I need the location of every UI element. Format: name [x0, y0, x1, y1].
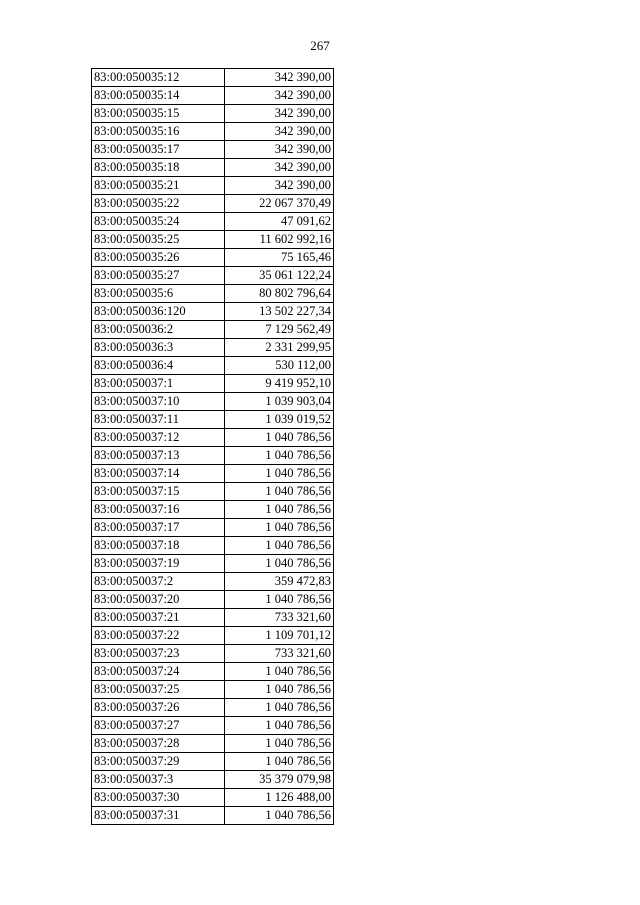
cadastral-number-cell: 83:00:050035:14: [92, 87, 225, 105]
cadastral-value-cell: 1 040 786,56: [225, 519, 334, 537]
table-row: [92, 411, 334, 429]
cadastral-value-table: [91, 68, 334, 825]
cadastral-value-cell: 11 602 992,16: [225, 231, 334, 249]
cadastral-number-cell: 83:00:050037:30: [92, 789, 225, 807]
cadastral-value-cell: 733 321,60: [225, 609, 334, 627]
cadastral-number-cell: 83:00:050035:17: [92, 141, 225, 159]
cadastral-number-cell: 83:00:050037:13: [92, 447, 225, 465]
cadastral-value-cell: 1 040 786,56: [225, 807, 334, 825]
cadastral-number-cell: 83:00:050037:12: [92, 429, 225, 447]
page-number: 267: [310, 38, 330, 53]
cadastral-number-cell: 83:00:050037:19: [92, 555, 225, 573]
cadastral-number-cell: 83:00:050037:27: [92, 717, 225, 735]
table-row: [92, 159, 334, 177]
table-row: [92, 195, 334, 213]
cadastral-value-cell: 1 040 786,56: [225, 681, 334, 699]
cadastral-number-cell: 83:00:050035:22: [92, 195, 225, 213]
cadastral-number-cell: 83:00:050037:17: [92, 519, 225, 537]
cadastral-number-cell: 83:00:050037:22: [92, 627, 225, 645]
table-row: [92, 753, 334, 771]
table-row: [92, 231, 334, 249]
cadastral-number-cell: 83:00:050035:15: [92, 105, 225, 123]
table-row: [92, 645, 334, 663]
cadastral-value-cell: 2 331 299,95: [225, 339, 334, 357]
cadastral-value-cell: 342 390,00: [225, 159, 334, 177]
cadastral-number-cell: 83:00:050037:10: [92, 393, 225, 411]
cadastral-number-cell: 83:00:050037:14: [92, 465, 225, 483]
cadastral-value-cell: 1 040 786,56: [225, 663, 334, 681]
cadastral-value-cell: 35 379 079,98: [225, 771, 334, 789]
table-row: [92, 357, 334, 375]
cadastral-value-cell: 1 040 786,56: [225, 447, 334, 465]
table-row: [92, 609, 334, 627]
cadastral-value-cell: 342 390,00: [225, 177, 334, 195]
cadastral-value-cell: 9 419 952,10: [225, 375, 334, 393]
cadastral-value-cell: 47 091,62: [225, 213, 334, 231]
cadastral-number-cell: 83:00:050037:28: [92, 735, 225, 753]
cadastral-number-cell: 83:00:050037:20: [92, 591, 225, 609]
table-row: [92, 681, 334, 699]
table-row: [92, 591, 334, 609]
table-row: [92, 123, 334, 141]
cadastral-number-cell: 83:00:050035:18: [92, 159, 225, 177]
cadastral-number-cell: 83:00:050037:29: [92, 753, 225, 771]
table-row: [92, 717, 334, 735]
cadastral-number-cell: 83:00:050035:25: [92, 231, 225, 249]
table-row: [92, 789, 334, 807]
cadastral-value-cell: 1 126 488,00: [225, 789, 334, 807]
cadastral-value-cell: 13 502 227,34: [225, 303, 334, 321]
cadastral-value-cell: 342 390,00: [225, 87, 334, 105]
cadastral-value-cell: 1 040 786,56: [225, 717, 334, 735]
cadastral-number-cell: 83:00:050035:16: [92, 123, 225, 141]
cadastral-number-cell: 83:00:050036:2: [92, 321, 225, 339]
cadastral-number-cell: 83:00:050037:31: [92, 807, 225, 825]
cadastral-number-cell: 83:00:050037:26: [92, 699, 225, 717]
table-row: [92, 429, 334, 447]
table-row: [92, 105, 334, 123]
table-row: [92, 213, 334, 231]
cadastral-value-cell: 359 472,83: [225, 573, 334, 591]
cadastral-number-cell: 83:00:050037:25: [92, 681, 225, 699]
table-row: [92, 141, 334, 159]
table-row: [92, 321, 334, 339]
cadastral-number-cell: 83:00:050037:11: [92, 411, 225, 429]
cadastral-value-cell: 22 067 370,49: [225, 195, 334, 213]
table-row: [92, 501, 334, 519]
cadastral-number-cell: 83:00:050037:24: [92, 663, 225, 681]
cadastral-number-cell: 83:00:050037:21: [92, 609, 225, 627]
cadastral-value-cell: 1 040 786,56: [225, 735, 334, 753]
table-row: [92, 303, 334, 321]
table-row: [92, 663, 334, 681]
cadastral-value-cell: 35 061 122,24: [225, 267, 334, 285]
table-row: [92, 807, 334, 825]
cadastral-value-table-body: [92, 69, 334, 825]
table-row: [92, 177, 334, 195]
table-row: [92, 555, 334, 573]
cadastral-number-cell: 83:00:050037:3: [92, 771, 225, 789]
cadastral-number-cell: 83:00:050035:21: [92, 177, 225, 195]
cadastral-number-cell: 83:00:050035:6: [92, 285, 225, 303]
cadastral-value-cell: 1 040 786,56: [225, 591, 334, 609]
table-row: [92, 375, 334, 393]
table-row: [92, 447, 334, 465]
cadastral-value-cell: 733 321,60: [225, 645, 334, 663]
cadastral-value-cell: 1 040 786,56: [225, 429, 334, 447]
cadastral-value-cell: 75 165,46: [225, 249, 334, 267]
cadastral-value-cell: 7 129 562,49: [225, 321, 334, 339]
table-row: [92, 735, 334, 753]
cadastral-number-cell: 83:00:050037:1: [92, 375, 225, 393]
cadastral-number-cell: 83:00:050036:4: [92, 357, 225, 375]
table-row: [92, 393, 334, 411]
table-row: [92, 285, 334, 303]
cadastral-number-cell: 83:00:050035:27: [92, 267, 225, 285]
cadastral-number-cell: 83:00:050036:120: [92, 303, 225, 321]
cadastral-number-cell: 83:00:050037:18: [92, 537, 225, 555]
table-row: [92, 465, 334, 483]
cadastral-number-cell: 83:00:050035:26: [92, 249, 225, 267]
cadastral-number-cell: 83:00:050037:2: [92, 573, 225, 591]
cadastral-value-cell: 1 040 786,56: [225, 465, 334, 483]
table-row: [92, 771, 334, 789]
cadastral-value-cell: 1 040 786,56: [225, 555, 334, 573]
table-row: [92, 87, 334, 105]
cadastral-value-cell: 1 040 786,56: [225, 501, 334, 519]
table-row: [92, 573, 334, 591]
cadastral-value-cell: 1 040 786,56: [225, 753, 334, 771]
table-row: [92, 537, 334, 555]
table-row: [92, 249, 334, 267]
cadastral-value-cell: 1 040 786,56: [225, 699, 334, 717]
cadastral-value-cell: 1 040 786,56: [225, 537, 334, 555]
cadastral-value-cell: 1 109 701,12: [225, 627, 334, 645]
cadastral-value-cell: 1 039 019,52: [225, 411, 334, 429]
cadastral-value-cell: 342 390,00: [225, 69, 334, 87]
cadastral-value-cell: 342 390,00: [225, 105, 334, 123]
cadastral-number-cell: 83:00:050037:16: [92, 501, 225, 519]
cadastral-value-cell: 1 039 903,04: [225, 393, 334, 411]
cadastral-number-cell: 83:00:050036:3: [92, 339, 225, 357]
table-row: [92, 519, 334, 537]
table-row: [92, 339, 334, 357]
table-row: [92, 483, 334, 501]
cadastral-value-cell: 1 040 786,56: [225, 483, 334, 501]
cadastral-value-cell: 80 802 796,64: [225, 285, 334, 303]
cadastral-number-cell: 83:00:050037:23: [92, 645, 225, 663]
table-row: [92, 627, 334, 645]
cadastral-value-cell: 530 112,00: [225, 357, 334, 375]
cadastral-number-cell: 83:00:050035:12: [92, 69, 225, 87]
cadastral-value-cell: 342 390,00: [225, 141, 334, 159]
table-row: [92, 699, 334, 717]
cadastral-number-cell: 83:00:050037:15: [92, 483, 225, 501]
cadastral-number-cell: 83:00:050035:24: [92, 213, 225, 231]
table-row: [92, 69, 334, 87]
cadastral-value-cell: 342 390,00: [225, 123, 334, 141]
table-row: [92, 267, 334, 285]
